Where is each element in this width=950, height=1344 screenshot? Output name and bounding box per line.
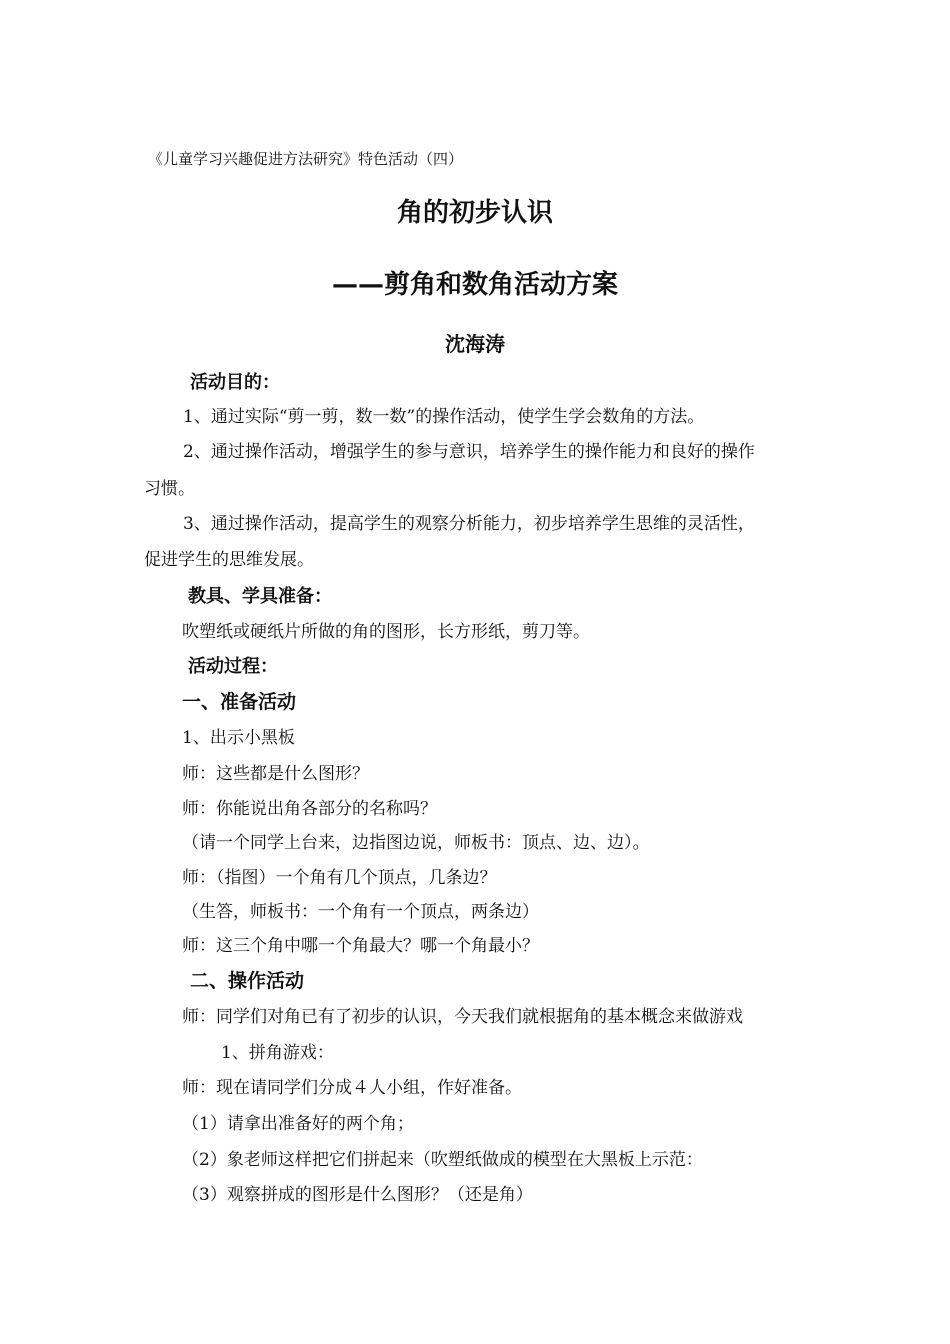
part2-line-2: 1、拼角游戏： bbox=[221, 1043, 334, 1063]
purpose-item-3: 3、通过操作活动，提高学生的观察分析能力，初步培养学生思维的灵活性， bbox=[183, 514, 755, 534]
part1-line-7: 师：这三个角中哪一个角最大？哪一个角最小？ bbox=[182, 936, 539, 956]
purpose-item-1: 1、通过实际“剪一剪，数一数”的操作活动，使学生学会数角的方法。 bbox=[183, 407, 705, 427]
tools-text: 吹塑纸或硬纸片所做的角的图形，长方形纸，剪刀等。 bbox=[182, 622, 590, 642]
purpose-item-2-cont: 习惯。 bbox=[144, 479, 195, 499]
part1-line-3: 师：你能说出角各部分的名称吗？ bbox=[182, 799, 437, 819]
part1-line-1: 1、出示小黑板 bbox=[182, 728, 295, 748]
purpose-item-2: 2、通过操作活动，增强学生的参与意识，培养学生的操作能力和良好的操作 bbox=[183, 442, 755, 462]
part2-line-4: （1）请拿出准备好的两个角； bbox=[182, 1114, 414, 1134]
part1-heading: 一、准备活动 bbox=[182, 691, 297, 713]
document-subtitle: ——剪角和数角活动方案 bbox=[331, 270, 618, 300]
part1-line-2: 师：这些都是什么图形？ bbox=[182, 764, 369, 784]
part1-line-6: （生答，师板书：一个角有一个顶点，两条边） bbox=[182, 902, 539, 922]
part2-line-3: 师：现在请同学们分成４人小组，作好准备。 bbox=[182, 1078, 522, 1098]
process-heading: 活动过程： bbox=[188, 656, 278, 677]
purpose-item-3-cont: 促进学生的思维发展。 bbox=[144, 550, 314, 570]
document-title: 角的初步认识 bbox=[396, 198, 553, 228]
part1-line-5: 师：（指图）一个角有几个顶点，几条边？ bbox=[182, 868, 497, 888]
document-header: 《儿童学习兴趣促进方法研究》特色活动（四） bbox=[148, 150, 464, 168]
tools-heading: 教具、学具准备： bbox=[188, 586, 332, 607]
part1-line-4: （请一个同学上台来，边指图边说，师板书：顶点、边、边）。 bbox=[182, 833, 650, 853]
part2-heading: 二、操作活动 bbox=[190, 970, 305, 992]
part2-line-5: （2）象老师这样把它们拼起来（吹塑纸做成的模型在大黑板上示范： bbox=[182, 1150, 703, 1170]
purpose-heading: 活动目的： bbox=[190, 372, 280, 393]
part2-line-6: （3）观察拼成的图形是什么图形？（还是角） bbox=[182, 1185, 533, 1205]
document-author: 沈海涛 bbox=[445, 332, 505, 356]
part2-line-1: 师：同学们对角已有了初步的认识，今天我们就根据角的基本概念来做游戏 bbox=[182, 1007, 743, 1027]
